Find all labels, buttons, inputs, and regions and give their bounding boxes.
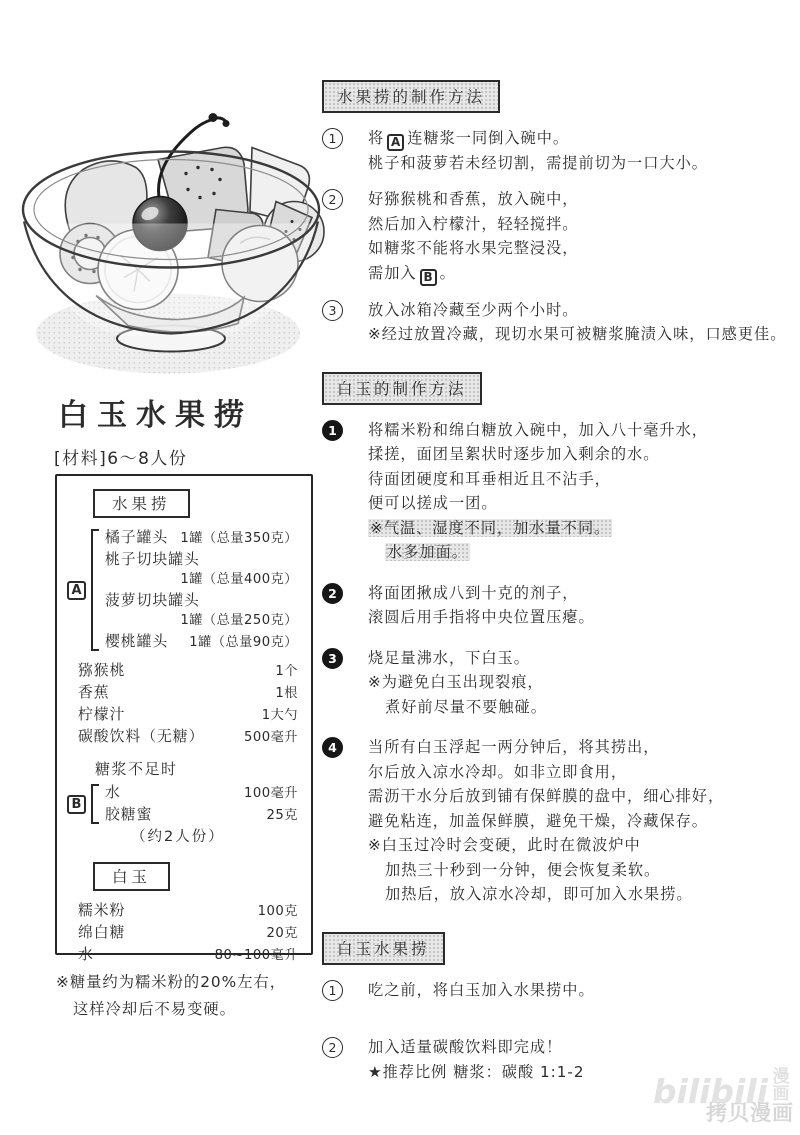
step-number-column (322, 646, 368, 720)
step-number: 1 (322, 420, 343, 441)
step-text (368, 298, 796, 347)
footnote-line: ※糖量约为糯米粉的20%左右， (56, 973, 287, 991)
steps-list (322, 418, 796, 907)
step-line (368, 540, 796, 565)
ingredient-row (105, 804, 298, 826)
step-line: ※为避免白玉出现裂痕， (368, 673, 544, 691)
ingredient-qty: 1根 (275, 686, 298, 701)
step-line: 将糯米粉和绵白糖放入碗中，加入八十毫升水， (368, 420, 708, 439)
instructions-column (322, 80, 796, 1117)
shiratama-section-label: 白玉 (93, 862, 170, 891)
ingredient-qty: 20克 (266, 926, 298, 941)
bilibili-logo-cjk: 漫 画 (772, 1067, 790, 1104)
recipe-step (322, 735, 796, 907)
step-line: 待面团硬度和耳垂相近且不沾手， (368, 469, 611, 488)
group-a-bracket (91, 529, 99, 651)
step-line: 烧足量沸水，下白玉。 (368, 648, 530, 667)
shiratama-ingredients (67, 900, 298, 966)
group-b-reference: B (420, 269, 437, 286)
page-title: 白玉水果捞 (58, 398, 253, 433)
step-number-column (322, 735, 368, 907)
step-line: 需沥干水分后放到铺有保鲜膜的盘中，细心排好， (368, 787, 725, 805)
ingredient-group-a (67, 527, 298, 653)
step-number-column (322, 418, 368, 565)
step-text (368, 735, 796, 907)
step-number-column (322, 126, 368, 175)
ingredient-group-b (67, 782, 298, 826)
step-line: 当所有白玉浮起一两分钟后，将其捞出， (368, 738, 660, 756)
recipe-step (322, 126, 796, 175)
step-line: 加热后，放入凉水冷却，即可加入水果捞。 (385, 885, 693, 903)
ingredient-qty: 100毫升 (243, 786, 298, 801)
step-line: 如糖浆不能将水果完整浸没， (368, 239, 579, 258)
steps-list (322, 978, 796, 1085)
group-b-label: B (67, 795, 86, 814)
group-b-serving-note: （约2人份） (131, 829, 225, 845)
section-header: 白玉的制作方法 (322, 372, 482, 405)
step-number-column (322, 978, 368, 1003)
recipe-step (322, 978, 796, 1003)
step-line: 将 A 连糖浆一同倒入碗中。 (368, 129, 570, 149)
step-text (368, 646, 796, 720)
recipe-section (322, 80, 796, 347)
ingredient-name: 橘子罐头 (105, 529, 169, 546)
ingredient-name: 樱桃罐头 (105, 633, 169, 650)
step-line (368, 516, 796, 541)
bilibili-logo: bilibili (652, 1072, 768, 1111)
step-number: 1 (322, 128, 343, 149)
loose-ingredients (67, 660, 298, 748)
ingredient-qty: 1罐（总量350克） (180, 531, 298, 546)
ingredient-qty: 500毫升 (243, 730, 298, 745)
step-line: 煮好前尽量不要触碰。 (385, 697, 547, 716)
step-line: 将面团揪成八到十克的剂子， (368, 583, 579, 602)
step-text (368, 187, 796, 285)
ingredient-row (105, 631, 298, 653)
step-number: 3 (322, 648, 343, 669)
copy-manga-watermark: 拷贝漫画 (706, 1101, 794, 1125)
footnote-line: 这样冷却后不易变硬。 (73, 1000, 236, 1018)
syrup-shortage-label: 糖浆不足时 (95, 760, 178, 778)
ingredient-row (78, 944, 298, 966)
fruit-bowl-illustration (8, 80, 338, 388)
ingredient-qty: 1罐（总量250克） (180, 613, 298, 628)
step-number: 3 (322, 300, 343, 321)
group-b-bracket (91, 784, 99, 824)
group-a-reference: A (387, 134, 404, 151)
ingredient-qty: 1罐（总量400克） (180, 572, 298, 587)
ingredient-name: 菠萝切块罐头 (105, 592, 200, 609)
sugar-footnote (56, 969, 286, 1023)
ingredient-qty: 1大勺 (261, 708, 298, 723)
servings-label: [材料]6～8人份 (54, 449, 188, 469)
step-number-column (322, 187, 368, 285)
step-number: 2 (322, 189, 343, 210)
step-line: ★推荐比例 糖浆：碳酸 1:1-2 (368, 1062, 585, 1081)
step-line: 加热三十秒到一分钟，便会恢复柔软。 (385, 860, 661, 879)
step-line: 然后加入柠檬汁，轻轻搅拌。 (368, 214, 579, 233)
step-text (368, 1035, 796, 1084)
ingredient-row (78, 660, 298, 682)
step-line: 避免粘连，加盖保鲜膜，避免干燥，冷藏保存。 (368, 811, 708, 830)
recipe-section (322, 932, 796, 1085)
ingredients-box (55, 474, 313, 963)
ingredient-row (78, 900, 298, 922)
recipe-step (322, 298, 796, 347)
ingredient-name: 胶糖蜜 (105, 806, 153, 823)
ingredient-row (105, 590, 298, 611)
group-a-label: A (67, 581, 86, 600)
step-line: 尔后放入凉水冷却。如非立即食用， (368, 762, 627, 781)
highlighted-note: ※气温、湿度不同，加水量不同。 (370, 518, 611, 537)
ingredient-name: 水 (105, 784, 121, 801)
recipe-step (322, 418, 796, 565)
ingredient-row (105, 549, 298, 570)
step-text (368, 978, 796, 1003)
steps-list (322, 126, 796, 347)
step-number-column (322, 298, 368, 347)
ingredient-qty: 1罐（总量90克） (189, 635, 298, 650)
step-number-column (322, 1035, 368, 1084)
ingredient-name: 碳酸饮料（无糖） (78, 728, 205, 745)
step-line: ※白玉过冷时会变硬，此时在微波炉中 (368, 836, 641, 854)
step-line: 吃之前，将白玉加入水果捞中。 (368, 980, 595, 999)
section-header: 水果捞的制作方法 (322, 80, 500, 113)
step-line: 需加入 B 。 (368, 263, 456, 284)
step-line: 加入适量碳酸饮料即完成！ (368, 1038, 563, 1056)
step-text (368, 418, 796, 565)
recipe-step (322, 581, 796, 630)
step-line: 便可以搓成一团。 (368, 494, 498, 512)
recipe-section (322, 372, 796, 907)
ingredient-row (105, 527, 298, 549)
recipe-step (322, 187, 796, 285)
recipe-step (322, 1035, 796, 1084)
step-text (368, 126, 796, 175)
step-line: ※经过放置冷藏，现切水果可被糖浆腌渍入味，口感更佳。 (368, 325, 787, 343)
highlighted-note: 水多加面。 (387, 543, 468, 561)
ingredient-row (78, 922, 298, 944)
fruit-section-label: 水果捞 (93, 489, 190, 518)
step-text (368, 581, 796, 630)
ingredient-name: 猕猴桃 (78, 662, 126, 679)
ingredient-qty: 1个 (275, 664, 298, 679)
step-number: 1 (322, 980, 343, 1001)
section-header: 白玉水果捞 (322, 932, 445, 965)
ingredient-qty: 100克 (257, 904, 298, 919)
ingredient-name: 绵白糖 (78, 924, 126, 941)
step-number: 2 (322, 583, 343, 604)
ingredient-row (78, 682, 298, 704)
step-number: 4 (322, 737, 343, 758)
recipe-step (322, 646, 796, 720)
ingredient-row (105, 782, 298, 804)
ingredient-qty: 25克 (266, 808, 298, 823)
ingredient-row (78, 704, 298, 726)
ingredient-row (78, 726, 298, 748)
ingredient-name: 香蕉 (78, 684, 110, 701)
ingredient-name: 柠檬汁 (78, 706, 126, 723)
step-line: 揉搓，面团呈絮状时逐步加入剩余的水。 (368, 445, 660, 463)
step-number: 2 (322, 1037, 343, 1058)
ingredient-name: 糯米粉 (78, 902, 126, 919)
step-line: 放入冰箱冷藏至少两个小时。 (368, 300, 579, 319)
step-line: 桃子和菠萝若未经切割，需提前切为一口大小。 (368, 153, 708, 172)
ingredient-name: 桃子切块罐头 (105, 551, 200, 568)
step-number-column (322, 581, 368, 630)
ingredient-qty: 80~100毫升 (214, 948, 298, 963)
step-line: 滚圆后用手指将中央位置压瘪。 (368, 608, 595, 626)
step-line: 好猕猴桃和香蕉，放入碗中， (368, 190, 579, 209)
ingredient-name: 水 (78, 946, 94, 963)
